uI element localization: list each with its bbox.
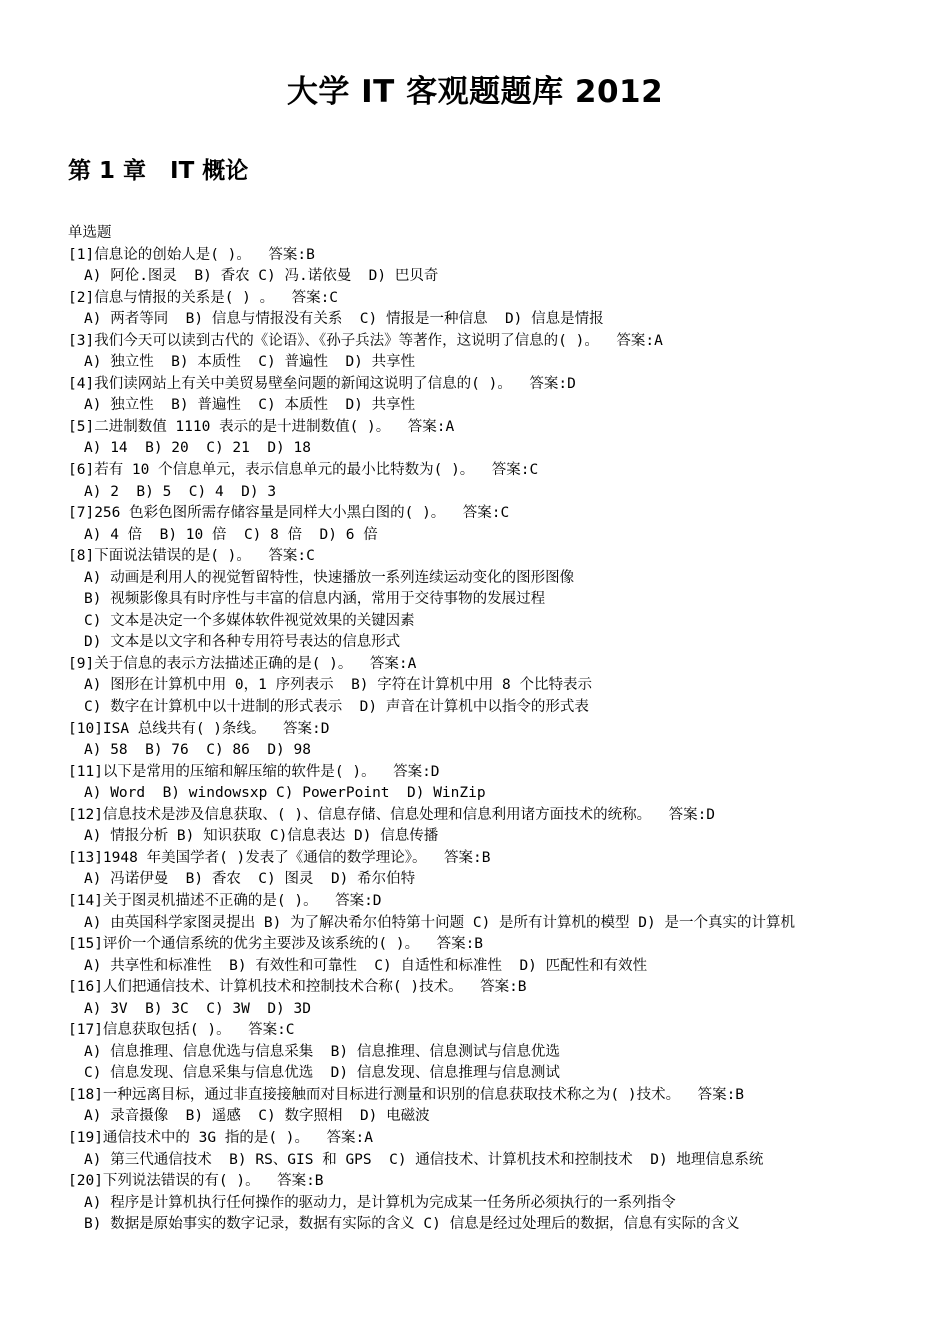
answer-options: C) 文本是决定一个多媒体软件视觉效果的关键因素	[84, 612, 415, 629]
section-label: 单选题	[68, 225, 112, 241]
answer-options: A) 情报分析 B) 知识获取 C)信息表达 D) 信息传播	[84, 828, 439, 845]
question-text: [20]下列说法错误的有( )。 答案:B	[68, 1173, 324, 1190]
question-list	[68, 223, 938, 1236]
answer-options: C) 数字在计算机中以十进制的形式表示 D) 声音在计算机中以指令的形式表	[84, 699, 589, 716]
answer-options: B) 视频影像具有时序性与丰富的信息内涵，常用于交待事物的发展过程	[84, 591, 546, 608]
answer-options: A) 录音摄像 B) 遥感 C) 数字照相 D) 电磁波	[84, 1108, 430, 1125]
answer-options: A) 两者等同 B) 信息与情报没有关系 C) 情报是一种信息 D) 信息是情报	[84, 311, 604, 328]
answer-options: A) 信息推理、信息优选与信息采集 B) 信息推理、信息测试与信息优选	[84, 1043, 560, 1060]
answer-options: A) Word B) windowsxp C) PowerPoint D) WinZip	[84, 785, 486, 802]
question-text: [11]以下是常用的压缩和解压缩的软件是( )。 答案:D	[68, 763, 440, 780]
question-text: [18]一种远离目标，通过非直接接触而对目标进行测量和识别的信息获取技术称之为( )技术。 答案:B	[68, 1086, 745, 1103]
answer-options: B) 数据是原始事实的数字记录，数据有实际的含义 C) 信息是经过处理后的数据，信息有实际的含义	[84, 1216, 740, 1233]
chapter-heading: 第 1 章 IT 概论	[68, 158, 249, 184]
answer-options: A) 58 B) 76 C) 86 D) 98	[84, 742, 311, 759]
question-text: [1]信息论的创始人是( )。 答案:B	[68, 246, 315, 263]
question-text: [9]关于信息的表示方法描述正确的是( )。 答案:A	[68, 655, 417, 672]
question-text: [2]信息与情报的关系是( ) 。 答案:C	[68, 289, 339, 306]
answer-options: A) 14 B) 20 C) 21 D) 18	[84, 440, 311, 457]
answer-options: A) 冯诺伊曼 B) 香农 C) 图灵 D) 希尔伯特	[84, 871, 416, 888]
question-text: [14]关于图灵机描述不正确的是( )。 答案:D	[68, 892, 382, 909]
document-title: 大学 IT 客观题题库 2012	[286, 74, 664, 110]
answer-options: A) 由英国科学家图灵提出 B) 为了解决希尔伯特第十问题 C) 是所有计算机的模型 D) 是一个真实的计算机	[84, 914, 795, 931]
question-text: [17]信息获取包括( )。 答案:C	[68, 1022, 295, 1039]
question-text: [4]我们读网站上有关中美贸易壁垒问题的新闻这说明了信息的( )。 答案:D	[68, 375, 576, 392]
answer-options: A) 第三代通信技术 B) RS、GIS 和 GPS C) 通信技术、计算机技术和控制技术 D) 地理信息系统	[84, 1151, 764, 1168]
question-text: [5]二进制数值 1110 表示的是十进制数值( )。 答案:A	[68, 418, 455, 435]
question-text: [3]我们今天可以读到古代的《论语》、《孙子兵法》等著作，这说明了信息的( )。 答案:A	[68, 332, 663, 349]
question-text: [12]信息技术是涉及信息获取、( )、信息存储、信息处理和信息利用诸方面技术的统称。 答案:D	[68, 806, 716, 823]
answer-options: A) 动画是利用人的视觉暂留特性，快速播放一系列连续运动变化的图形图像	[84, 569, 575, 586]
question-text: [6]若有 10 个信息单元，表示信息单元的最小比特数为( )。 答案:C	[68, 462, 539, 479]
question-text: [19]通信技术中的 3G 指的是( )。 答案:A	[68, 1129, 373, 1146]
answer-options: A) 3V B) 3C C) 3W D) 3D	[84, 1000, 311, 1017]
answer-options: A) 独立性 B) 普遍性 C) 本质性 D) 共享性	[84, 397, 416, 414]
answer-options: A) 阿伦.图灵 B) 香农 C) 冯.诺依曼 D) 巴贝奇	[84, 268, 439, 285]
answer-options: A) 2 B) 5 C) 4 D) 3	[84, 483, 277, 500]
question-text: [15]评价一个通信系统的优劣主要涉及该系统的( )。 答案:B	[68, 936, 484, 953]
answer-options: A) 4 倍 B) 10 倍 C) 8 倍 D) 6 倍	[84, 526, 378, 543]
question-text: [10]ISA 总线共有( )条线。 答案:D	[68, 720, 330, 737]
question-text: [13]1948 年美国学者( )发表了《通信的数学理论》。 答案:B	[68, 849, 491, 866]
question-text: [7]256 色彩色图所需存储容量是同样大小黑白图的( )。 答案:C	[68, 505, 510, 522]
answer-options: A) 程序是计算机执行任何操作的驱动力，是计算机为完成某一任务所必须执行的一系列指令	[84, 1194, 676, 1211]
answer-options: A) 共享性和标准性 B) 有效性和可靠性 C) 自适性和标准性 D) 匹配性和有效性	[84, 957, 648, 974]
answer-options: C) 信息发现、信息采集与信息优选 D) 信息发现、信息推理与信息测试	[84, 1065, 560, 1082]
question-text: [16]人们把通信技术、计算机技术和控制技术合称( )技术。 答案:B	[68, 979, 527, 996]
question-text: [8]下面说法错误的是( )。 答案:C	[68, 548, 315, 565]
answer-options: A) 图形在计算机中用 0，1 序列表示 B) 字符在计算机中用 8 个比特表示	[84, 677, 592, 694]
answer-options: D) 文本是以文字和各种专用符号表达的信息形式	[84, 634, 401, 651]
answer-options: A) 独立性 B) 本质性 C) 普遍性 D) 共享性	[84, 354, 416, 371]
